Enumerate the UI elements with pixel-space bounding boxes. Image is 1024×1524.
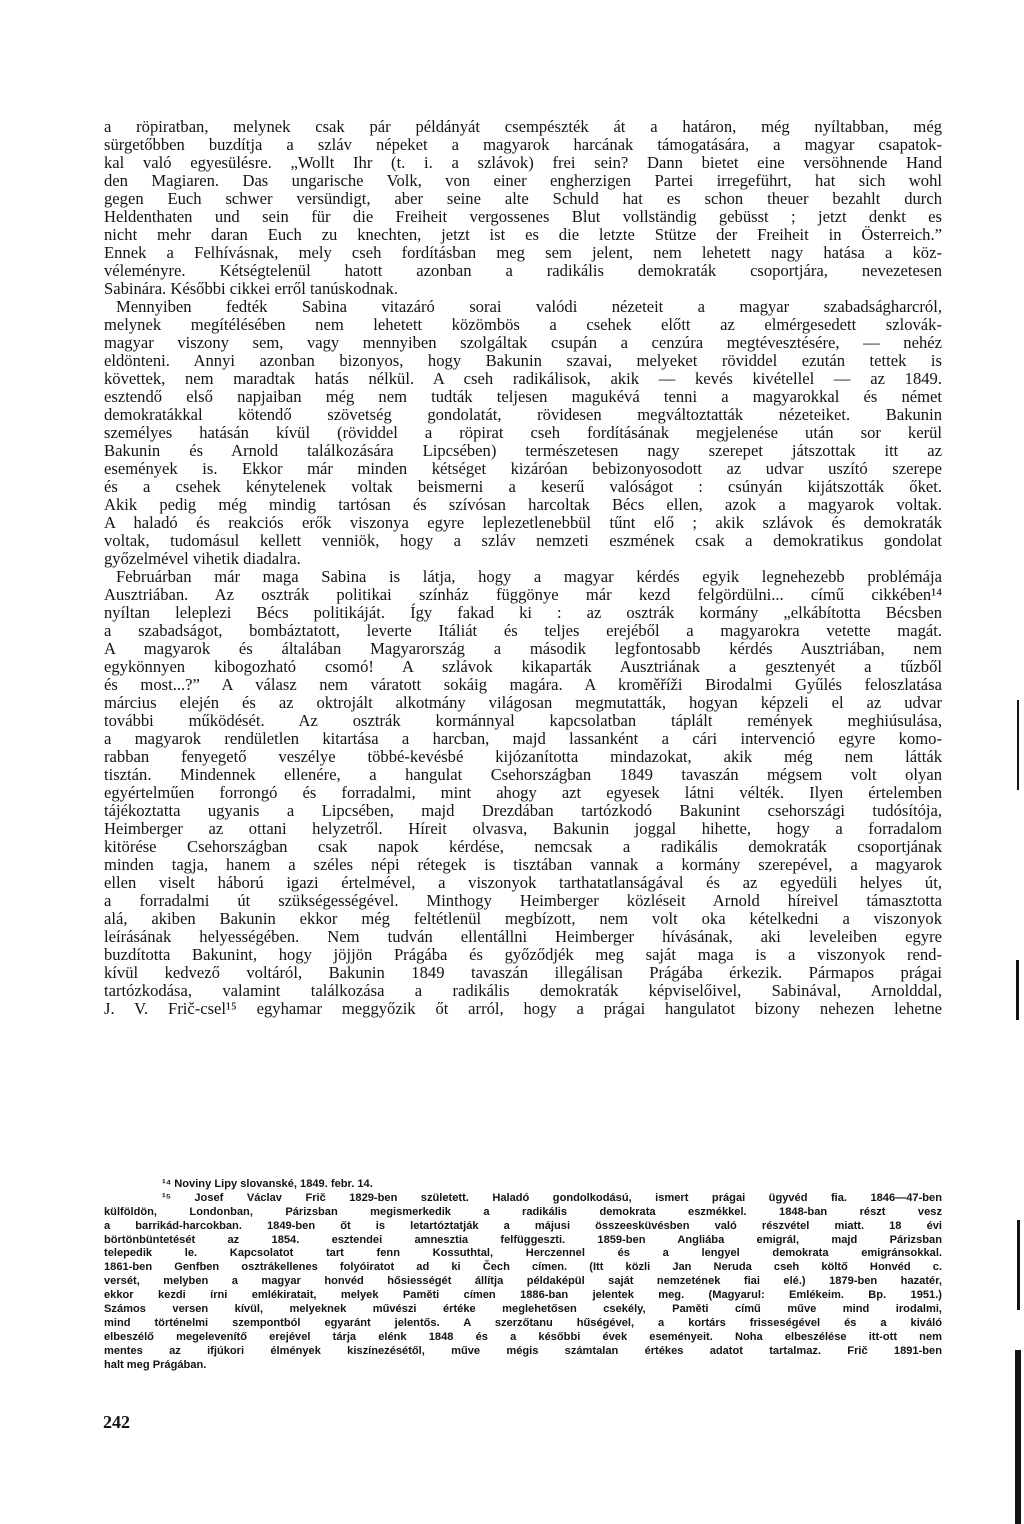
- edge-mark: [1017, 1220, 1020, 1310]
- body-line: kal való egyesülésre. „Wollt Ihr (t. i. a szlávok) frei sein? Dann bietet eine versöhnende Hand: [104, 153, 942, 172]
- body-line: egyértelműen forrongó és forradalmi, mint ahogy azt egyesek látni vélték. Ilyen értelemben: [104, 783, 942, 802]
- body-line: Heldenthaten und sein für die Freiheit vergossenes Blut vollständig gebüsst ; jetzt denkt es: [104, 207, 942, 226]
- footnote-line: 1861-ben Genfben osztrákellenes folyóiratot ad ki Čech címen. (Itt közli Jan Neruda cseh költő Honvéd c.: [104, 1261, 942, 1274]
- body-line: Ennek a Felhívásnak, mely cseh fordításban meg sem jelent, nem lehetett nagy hatása a köz-: [104, 243, 942, 262]
- edge-mark: [1016, 960, 1019, 1020]
- body-line: alá, akiben Bakunin ekkor még feltétlenül megbízott, nem volt oka kételkedni a viszonyok: [104, 909, 942, 928]
- body-line: A magyarok és általában Magyarország a második legfontosabb kérdés Ausztriában, nem: [104, 639, 942, 658]
- footnote-line: mentes az ifjúkori élmények kiszínezésétől, műve mégis számtalan értékes adatot tartalmaz. Frič 1891-ben: [104, 1344, 942, 1357]
- body-line: a magyarok rendületlen kitartása a harcban, majd lassanként a cári intervenció egyre komo-: [104, 729, 942, 748]
- body-line: tisztán. Mindennek ellenére, a hangulat Csehországban 1849 tavaszán mégsem volt olyan: [104, 765, 942, 784]
- body-line: tájékoztatta ugyanis a Lipcsében, majd Drezdában tartózkodó Bakunint csehországi tudósítója,: [104, 801, 942, 820]
- body-line: gegen Euch schwer versündigt, aber seine alte Schuld hat es schon theuer bezahlt durch: [104, 189, 942, 208]
- body-line: buzdította Bakunint, hogy jöjjön Prágába és győződjék meg saját maga is a viszonyok rend-: [104, 945, 942, 964]
- body-line: Ausztriában. Az osztrák politikai színház függönye már kezd felgördülni... című cikkében¹⁴: [104, 585, 942, 604]
- edge-mark: [1015, 1350, 1021, 1524]
- footnote-line: Számos versen kívül, melyeknek művészi értéke meglehetősen csekély, Paměti című műve mind irodalmi,: [104, 1303, 942, 1316]
- body-line: magyar viszony sem, vagy mennyiben szolgáltak csupán a cenzúra megtévesztésére, — nehéz: [104, 333, 942, 352]
- body-line: Februárban már maga Sabina is látja, hogy a magyar kérdés egyik legnehezebb problémája: [116, 567, 942, 586]
- body-line: nyíltan leleplezi Bécs politikáját. Így fakad ki : az osztrák kormány „elkábította Bécsben: [104, 603, 942, 622]
- footnote-line: elbeszélő megelevenítő erejével tárja elénk 1848 és a későbbi évek eseményeit. Noha elbeszélése itt-ott nem: [104, 1330, 942, 1343]
- body-line: Akik pedig még mindig tartósan és szívósan harcoltak Bécs ellen, azok a magyarok voltak.: [104, 495, 942, 514]
- body-line: kívül kedvező voltáról, Bakunin 1849 tavaszán illegálisan Prágába érkezik. Pármapos prágai: [104, 963, 942, 982]
- edge-mark: [1017, 700, 1019, 790]
- page-number: 242: [103, 1412, 130, 1432]
- footnote-line: ¹⁵ Josef Václav Frič 1829-ben született. Haladó gondolkodású, ismert prágai ügyvéd fia. 1846—47-ben: [162, 1191, 942, 1204]
- footnote-line: mind történelmi szempontból egyaránt jelentős. A szerzőtanu hűségével, a kortárs frisseségével és a kiváló: [104, 1316, 942, 1329]
- body-line: voltak, tudomásul kellett venniök, hogy a szláv nemzeti eszmének csak a demokratikus gondolat: [104, 531, 942, 550]
- body-line: a röpiratban, melynek csak pár példányát csempészték át a határon, még nyíltabban, még: [104, 117, 942, 136]
- body-line: Sabinára. Későbbi cikkei erről tanúskodnak.: [104, 279, 398, 298]
- body-line: demokratákkal kötendő szövetség gondolatát, rövidesen megváltoztatták nézeteiket. Bakunin: [104, 405, 942, 424]
- body-line: minden tagja, hanem a széles népi rétegek is tisztában vannak a kormány szerepével, a magyarok: [104, 855, 942, 874]
- body-line: nicht mehr daran Euch zu knechten, jetzt ist es die letzte Stütze der Freiheit in Österreich.”: [104, 225, 942, 244]
- body-line: kitörése Csehországban csak napok kérdése, nemcsak a radikális demokraták csoportjának: [104, 837, 942, 856]
- body-line: ellen viselt háború igazi értelmével, a viszonyok tarthatatlanságával és az egyedüli helyes út,: [104, 873, 942, 892]
- body-line: rabban fenyegető veszélye többé-kevésbé kijózanította mindazokat, akik még nem látták: [104, 747, 942, 766]
- body-line: és a csehek kénytelenek voltak beismerni a keserű valóságot : csúnyán kijátszották őket.: [104, 477, 942, 496]
- body-line: leírásának helyességében. Nem tudván ellentállni Heimberger hívásának, aki leveleiben egyre: [104, 927, 942, 946]
- body-line: melynek megítélésében nem lehetett közömbös a csehek előtt az elmérgesedett szlovák-: [104, 315, 942, 334]
- body-line: A haladó és reakciós erők viszonya egyre leplezetlenebbül tűnt elő ; akik szlávok és demokraták: [104, 513, 942, 532]
- body-line: március elején és az oktrojált alkotmány világosan megmutatták, hogyan képzeli el az udvar: [104, 693, 942, 712]
- body-line: események is. Ekkor már minden kétséget kizáróan bebizonyosodott az udvar uszító szerepe: [104, 459, 942, 478]
- body-line: den Magiaren. Das ungarische Volk, von einer engherzigen Partei irregeführt, hat sich wohl: [104, 171, 942, 190]
- footnotes: [104, 1178, 942, 1372]
- body-line: a szabadságot, bombáztatott, leverte Itáliát és teljes erejéből a magyarokra vetette magát.: [104, 621, 942, 640]
- footnote-line: külföldön, Londonban, Párizsban megismerkedik a radikális demokrata eszmékkel. 1848-ban részt vesz: [104, 1205, 942, 1218]
- body-line: Mennyiben fedték Sabina vitazáró sorai valódi nézeteit a magyar szabadságharcról,: [116, 297, 942, 316]
- body-line: Bakunin és Arnold találkozására Lipcsében) természetesen nagy szerepet játszottak itt az: [104, 441, 942, 460]
- footnote-line: ¹⁴ Noviny Lipy slovanské, 1849. febr. 14.: [162, 1178, 373, 1190]
- body-line: követtek, nem maradtak hatás nélkül. A cseh radikálisok, akik — kevés kivétellel — az 1849.: [104, 369, 942, 388]
- page-edge-scan-marks: [1006, 700, 1024, 1524]
- body-line: győzelmével vihetik diadalra.: [104, 549, 301, 568]
- body-line: J. V. Frič-csel¹⁵ egyhamar meggyőzik őt arról, hogy a prágai hangulatot bizony nehezen lehetne: [104, 999, 942, 1018]
- footnote-line: ekkor kezdi írni emlékiratait, melyek Paměti címen 1886-ban jelentek meg. (Magyarul: Emlékeim. Bp. 1951.): [104, 1289, 942, 1302]
- body-line: a forradalmi út szükségességével. Minthogy Heimberger közléseit Arnold híreivel támasztotta: [104, 891, 942, 910]
- body-line: esztendő első napjaiban még nem tudták teljesen magukévá tenni a magyarokkal és német: [104, 387, 942, 406]
- body-line: további működését. Az osztrák kormánnyal kapcsolatban táplált remények meghiúsulása,: [104, 711, 942, 730]
- body-text: [104, 118, 942, 1018]
- footnote-line: a barrikád-harcokban. 1849-ben őt is letartóztatják a májusi összeesküvésben való részvétel miatt. 18 évi: [104, 1219, 942, 1232]
- body-line: személyes hatásán kívül (röviddel a röpirat cseh fordításának megjelenése után sor kerül: [104, 423, 942, 442]
- body-line: Heimberger az ottani helyzetről. Híreit olvasva, Bakunin joggal hihette, hogy a forradalom: [104, 819, 942, 838]
- body-line: véleményre. Kétségtelenül hatott azonban a radikális demokraták csoportjára, nevezetesen: [104, 261, 942, 280]
- footnote-line: halt meg Prágában.: [104, 1358, 207, 1371]
- body-line: eldönteni. Annyi azonban bizonyos, hogy Bakunin szavai, melyeket röviddel ezután tettek is: [104, 351, 942, 370]
- body-line: és most...?” A válasz nem váratott sokáig magára. A kroměříži Birodalmi Gyűlés feloszlatása: [104, 675, 942, 694]
- footnote-line: versét, melyben a magyar honvéd hősiességét állítja példaképül saját nemzetének fiai elé.) 1879-ben hazatér,: [104, 1275, 942, 1288]
- body-line: egykönnyen kibogozható csomó! A szlávok kikaparták Ausztriának a gesztenyét a tűzből: [104, 657, 942, 676]
- body-line: tartózkodása, valamint találkozása a radikális demokraták képviselőivel, Sabinával, Arnolddal,: [104, 981, 942, 1000]
- body-line: sürgetőbben buzdítja a szláv népeket a magyarok harcának támogatására, a magyar csapatok-: [104, 135, 942, 154]
- footnote-line: telepedik le. Kapcsolatot tart fenn Kossuthtal, Herczennel és a lengyel demokrata emigránsokkal.: [104, 1247, 942, 1260]
- footnote-line: börtönbüntetését az 1854. esztendei amnesztia felfüggeszti. 1859-ben Angliába emigrál, majd Párizsban: [104, 1233, 942, 1246]
